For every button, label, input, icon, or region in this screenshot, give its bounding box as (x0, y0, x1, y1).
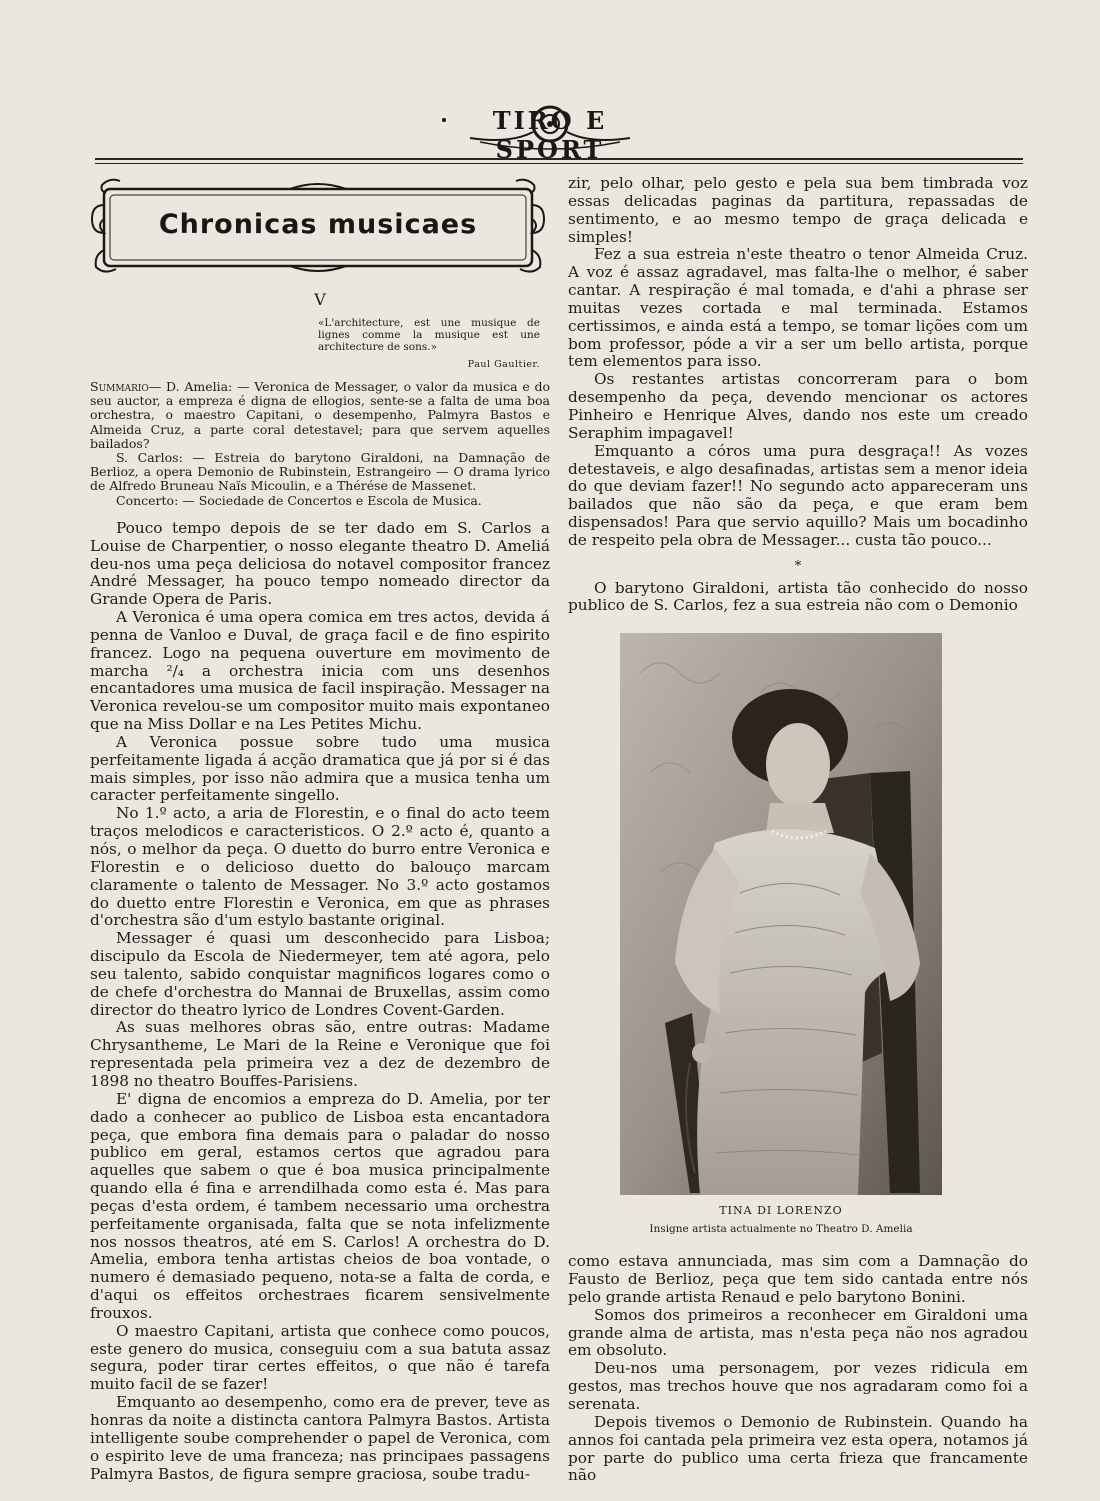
body-paragraph: zir, pelo olhar, pelo gesto e pela sua bem timbrada voz essas delicadas paginas da partitura, repassadas de sentimento, e ao mesmo tempo de graça delicada e simples! (568, 174, 1028, 246)
body-paragraph: Pouco tempo depois de se ter dado em S. Carlos a Louise de Charpentier, o nosso elegante theatro D. Ameliá deu-nos uma peça deliciosa do notavel compositor francez André Messager, ha pouco tempo nomeado director da Grande Opera de Paris. (90, 518, 550, 609)
body-paragraph: Os restantes artistas concorreram para o bom desempenho da peça, devendo mencionar os actores Pinheiro e Henrique Alves, dando nos este um creado Seraphim impagavel! (568, 370, 1028, 442)
body-paragraph: A Veronica é uma opera comica em tres actos, devida á penna de Vanloo e Duval, de graça facil e de fino espirito francez. Logo na pequena ouverture em movimento de marcha ²/₄ a orchestra inicia com uns desenhos encantadores uma musica de facil inspiração. Messager na Veronica revelou-se um compositor muito mais expontaneo que na Miss Dollar e na Les Petites Michu. (90, 608, 550, 734)
body-paragraph: Depois tivemos o Demonio de Rubinstein. Quando ha annos foi cantada pela primeira vez esta opera, notamos já por parte do publico uma certa frieza que francamente não (568, 1412, 1028, 1485)
right-column (568, 175, 1028, 1485)
body-paragraph: O barytono Giraldoni, artista tão conhecido do nosso publico de S. Carlos, fez a sua estreia não com o Demonio (568, 578, 1028, 615)
title-box (90, 175, 546, 280)
left-column (90, 175, 550, 1483)
body-paragraph: Fez a sua estreia n'este theatro o tenor Almeida Cruz. A voz é assaz agradavel, mas falta-lhe o melhor, é saber cantar. A respiração é mal tomada, e d'ahi a phrase ser muitas vezes cortada e mal terminada. Estamos certissimos, e ainda está a tempo, se tomar lições com um bom professor, póde a vir a ser um bello artista, porque tem elementos para isso. (568, 245, 1028, 371)
summary-paragraph-2: S. Carlos: — Estreia do barytono Giraldoni, na Damnação de Berlioz, a opera Demonio de Rubinstein, Estrangeiro — O drama lyrico de Alfredo Bruneau Naïs Micoulin, e a Thérése de Massenet. (90, 450, 550, 494)
body-paragraph: O maestro Capitani, artista que conhece como poucos, este genero do musica, conseguiu com a sua batuta assaz segura, poder tirar certes effeitos, o que não é tarefa muito facil de se fazer! (90, 1321, 550, 1394)
portrait-photo (620, 633, 942, 1195)
header-rule-thin (95, 163, 1023, 164)
body-paragraph: como estava annunciada, mas sim com a Damnação do Fausto de Berlioz, peça que tem sido cantada entre nós pelo grande artista Renaud e pelo barytono Bonini. (568, 1252, 1028, 1306)
portrait-caption-name: TINA DI LORENZO (719, 1204, 843, 1218)
section-separator: * (794, 558, 802, 574)
masthead-title: TIRO E SPORT (492, 106, 608, 164)
portrait-caption-subtitle: Insigne artista actualmente no Theatro D. Amelia (649, 1223, 913, 1236)
left-body-text (90, 520, 550, 1484)
summary-block (90, 380, 550, 508)
summary-text-1: — D. Amelia: — Veronica de Messager, o valor da musica e do seu auctor, a empreza é digna de ellogios, sente-se a falta de uma boa orchestra, o maestro Capitani, o desempenho, Palmyra Bastos e Almeida Cruz, a parte coral detestavel; para que servem aquelles bailados? (90, 379, 550, 451)
portrait-image-icon (620, 633, 942, 1195)
body-paragraph: Messager é quasi um desconhecido para Lisboa; discipulo da Escola de Niedermeyer, tem até agora, pelo seu talento, sabido conquistar magnificos logares como o de chefe d'orchestra do Mannai de Bruxellas, assim como director do theatro lyrico de Londres Covent-Garden. (90, 929, 550, 1019)
epigraph-author: Paul Gaultier. (467, 359, 540, 370)
article-title: Chronicas musicaes (158, 209, 478, 240)
epigraph-quote: «L'architecture, est une musique de lignes comme la musique est une architecture de sons.» (318, 317, 540, 353)
body-paragraph: Somos dos primeiros a reconhecer em Giraldoni uma grande alma de artista, mas n'esta peça não nos agradou em obsoluto. (568, 1305, 1028, 1360)
summary-paragraph-1 (90, 380, 550, 451)
right-body-text (568, 175, 1028, 615)
body-paragraph: Emquanto ao desempenho, como era de prever, teve as honras da noite a distincta cantora Palmyra Bastos. Artista intelligente soube comprehender o papel de Veronica, com o espirito leve de uma franceza; nas principaes passagens Palmyra Bastos, de figura sempre graciosa, soube tradu- (90, 1393, 550, 1483)
body-paragraph: A Veronica possue sobre tudo uma musica perfeitamente ligada á acção dramatica que já por si é das mais simples, por isso não admira que a musica tenha um caracter perfeitamente singello. (90, 732, 550, 805)
chronicle-number: V (314, 290, 326, 309)
masthead-logo (440, 98, 660, 164)
header-rule (95, 158, 1023, 160)
body-paragraph: As suas melhores obras são, entre outras: Madame Chrysantheme, Le Mari de la Reine e Veronique que foi representada pela primeira vez a dez de dezembro de 1898 no theatro Bouffes-Parisiens. (90, 1018, 550, 1090)
right-body-text-after-photo (568, 1253, 1028, 1485)
body-paragraph: Deu-nos uma personagem, por vezes ridicula em gestos, mas trechos houve que nos agradaram como foi a serenata. (568, 1359, 1028, 1413)
body-paragraph: No 1.º acto, a aria de Florestin, e o final do acto teem traços melodicos e caracteristicos. O 2.º acto é, quanto a nós, o melhor da peça. O duetto do burro entre Veronica e Florestin e o delicioso duetto do balouço marcam claramente o talento de Messager. No 3.º acto gostamos do duetto entre Florestin e Veronica, em que as phrases d'orchestra são d'um estylo bastante original. (90, 804, 550, 930)
summary-label: Summario (90, 379, 149, 394)
body-paragraph: Emquanto a córos uma pura desgraça!! As vozes detestaveis, e algo desafinadas, artistas sem a menor ideia do que deviam fazer!! No segundo acto appareceram uns bailados que não são da peça, e que eram bem dispensados! Para que servio aquillo? Mais um bocadinho de respeito pela obra de Messager... custa tão pouco... (568, 441, 1028, 549)
body-paragraph: E' digna de encomios a empreza do D. Amelia, por ter dado a conhecer ao publico de Lisboa esta encantadora peça, que embora fina demais para o paladar do nosso publico em geral, estamos certos que agradou para aquelles que sabem o que é boa musica principalmente quando ella é fina e arrendilhada como esta é. Mas para peças d'esta ordem, é tambem necessario uma orchestra perfeitamente organisada, falta que se nota infelizmente nos nossos theatros, até em S. Carlos! A orchestra do D. Amelia, embora tenha artistas cheios de boa vontade, o numero é demasiado pequeno, nota-se a falta de corda, e d'aqui os effeitos orchestraes ficarem sensivelmente frouxos. (90, 1089, 550, 1322)
portrait-figure (620, 633, 942, 1235)
summary-paragraph-3: Concerto: — Sociedade de Concertos e Escola de Musica. (116, 492, 482, 508)
